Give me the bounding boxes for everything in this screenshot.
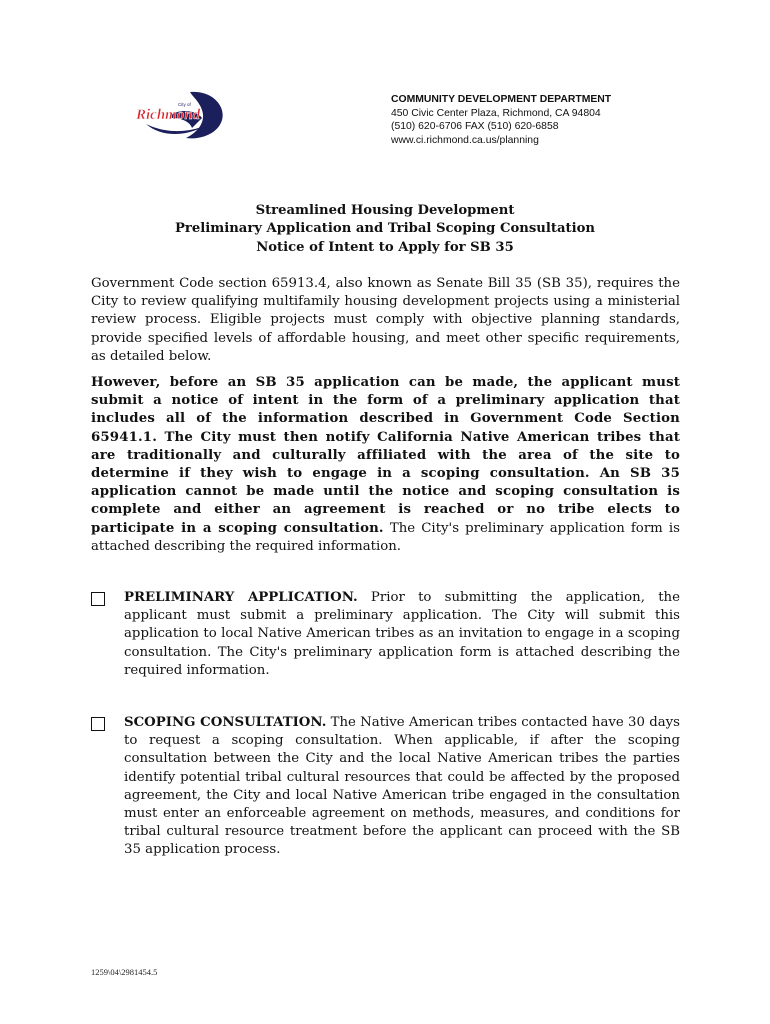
document-title bbox=[0, 202, 770, 257]
intro-paragraph: Government Code section 65913.4, also known as Senate Bill 35 (SB 35), requires the City to review qualifying multifamily housing development projects using a ministerial review process. Eligible projects must comply with objective planning standards, provide specified levels of affordable housing, and meet other specific requirements, as detailed below. bbox=[91, 276, 680, 364]
department-address: 450 Civic Center Plaza, Richmond, CA 94804 bbox=[391, 107, 601, 119]
preliminary-application-heading: PRELIMINARY APPLICATION. bbox=[124, 590, 358, 605]
department-website: www.ci.richmond.ca.us/planning bbox=[391, 134, 539, 146]
notice-paragraph bbox=[91, 374, 680, 556]
notice-bold-text: However, before an SB 35 application can be made, the applicant must submit a notice of intent in the form of a preliminary application that includes all of the information described in Government Code Section 65941.1. The City must then notify California Native American tribes that are traditionally and culturally affiliated with the area of the site to determine if they wish to engage in a scoping consultation. An SB 35 application cannot be made until the notice and scoping consultation is complete and either an agreement is reached or no tribe elects to participate in a scoping consultation. bbox=[91, 375, 680, 536]
richmond-logo bbox=[132, 88, 228, 142]
department-phone: (510) 620-6706 FAX (510) 620-6858 bbox=[391, 121, 559, 133]
scoping-consultation-text bbox=[124, 714, 680, 860]
title-line-1: Streamlined Housing Development bbox=[255, 203, 515, 218]
department-header bbox=[391, 93, 611, 147]
scoping-consultation-checkbox[interactable] bbox=[91, 717, 105, 731]
scoping-consultation-heading: SCOPING CONSULTATION. bbox=[124, 715, 327, 730]
preliminary-application-text bbox=[124, 589, 680, 680]
logo-wordmark: Richmond bbox=[136, 107, 201, 123]
preliminary-application-body: Prior to submitting the application, the applicant must submit a preliminary application. The City will submit this application to local Native American tribes as an invitation to engage in a scoping consultation. The City's preliminary application form is attached describing the required information. bbox=[124, 590, 680, 678]
scoping-consultation-body: The Native American tribes contacted have 30 days to request a scoping consultation. When applicable, if after the scoping consultation between the City and the local Native American tribes the parties identify potential tribal cultural resources that could be affected by the proposed agreement, the City and local Native American tribe engaged in the consultation must enter an enforceable agreement on methods, measures, and conditions for tribal cultural resource treatment before the applicant can proceed with the SB 35 application process. bbox=[124, 715, 681, 858]
document-id: 1259\04\2981454.5 bbox=[91, 967, 158, 977]
preliminary-application-checkbox[interactable] bbox=[91, 592, 105, 606]
department-name: COMMUNITY DEVELOPMENT DEPARTMENT bbox=[391, 94, 612, 105]
notice-regular-text: The City's preliminary application form is attached describing the required information. bbox=[91, 520, 680, 554]
logo-small-text: City of bbox=[178, 102, 191, 107]
title-line-3: Notice of Intent to Apply for SB 35 bbox=[256, 239, 514, 255]
title-line-2: Preliminary Application and Tribal Scoping Consultation bbox=[174, 221, 596, 237]
